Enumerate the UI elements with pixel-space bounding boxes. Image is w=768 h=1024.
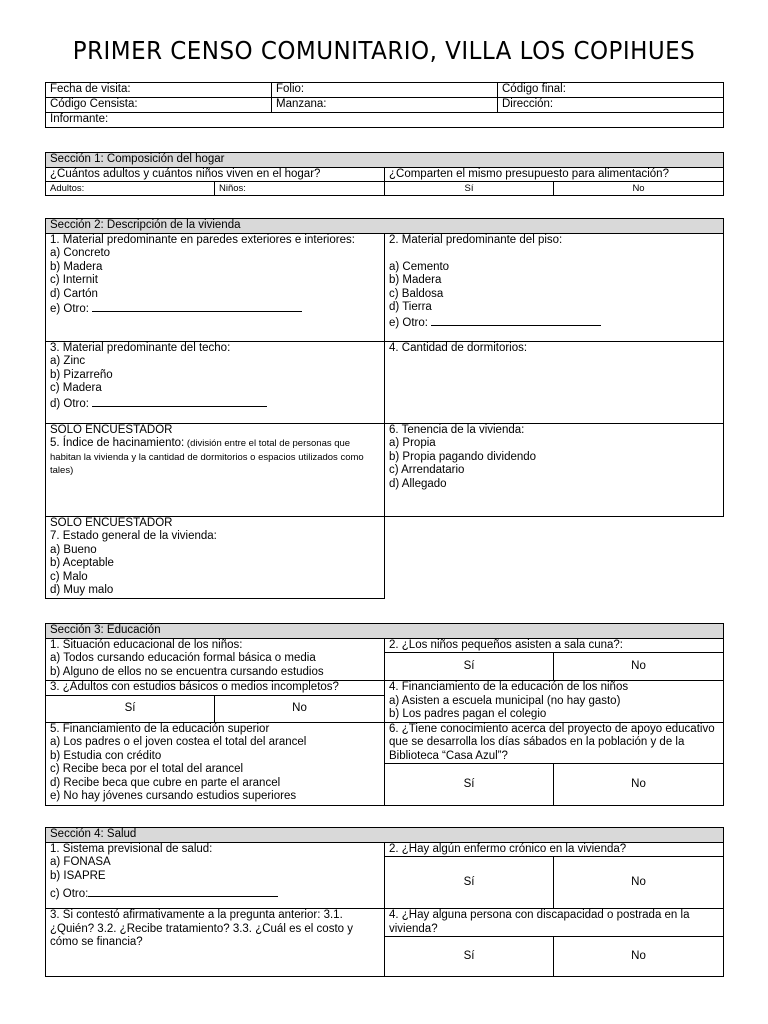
s3-q2-label: 2. ¿Los niños pequeños asisten a sala cuna?: <box>385 638 724 653</box>
s4-q1-cell <box>46 842 385 909</box>
section-4-title: Sección 4: Salud <box>46 828 724 843</box>
s2-q3-label: 3. Material predominante del techo: <box>50 341 231 354</box>
s3-q4-option-a[interactable]: a) Asisten a escuela municipal (no hay gasto) <box>389 694 621 707</box>
s2-q5-note: (división entre el total de personas que habitan la vivienda y la cantidad de dormitorios o espacios utilizados como tales) <box>50 438 364 476</box>
s2-q3-option-d[interactable]: d) Otro: <box>50 396 380 412</box>
s1-q2-yes[interactable]: Sí <box>385 182 554 196</box>
s2-q5-label: 5. Índice de hacinamiento: <box>50 437 185 449</box>
censista-code-field[interactable]: Código Censista: <box>46 98 272 113</box>
s3-q5-label: 5. Financiamiento de la educación superior <box>50 722 270 735</box>
s2-q5-cell[interactable] <box>46 423 385 516</box>
address-field[interactable]: Dirección: <box>498 98 724 113</box>
s2-q6-option-b[interactable]: b) Propia pagando dividendo <box>389 450 537 463</box>
s3-q1-option-a[interactable]: a) Todos cursando educación formal básica o media <box>50 652 316 664</box>
s3-q3-no[interactable]: No <box>215 695 385 722</box>
s2-q2-cell <box>385 233 724 341</box>
s4-q3-cell[interactable] <box>46 909 385 977</box>
s3-q6-no[interactable]: No <box>554 764 724 806</box>
s4-q3-label: 3. Si contestó afirmativamente a la pregunta anterior: 3.1. ¿Quién? 3.2. ¿Recibe tratamiento? 3.3. ¿Cuál es el costo y cómo se financia? <box>50 909 353 948</box>
s2-q1-label: 1. Material predominante en paredes exteriores e interiores: <box>50 233 355 246</box>
s3-q6-label: 6. ¿Tiene conocimiento acerca del proyecto de apoyo educativo que se desarrolla los días sábados en la población y de la Biblioteca “Casa Azul”? <box>385 722 724 764</box>
visit-date-field[interactable]: Fecha de visita: <box>46 83 272 98</box>
s4-q1-label: 1. Sistema previsional de salud: <box>50 842 213 855</box>
s4-q1-option-a[interactable]: a) FONASA <box>50 856 111 868</box>
informant-field[interactable]: Informante: <box>46 113 724 128</box>
final-code-field[interactable]: Código final: <box>498 83 724 98</box>
empty-cell <box>385 516 724 598</box>
s3-q3-label: 3. ¿Adultos con estudios básicos o medios incompletos? <box>46 681 385 696</box>
s4-q2-yes[interactable]: Sí <box>385 857 554 909</box>
s2-q1-option-b[interactable]: b) Madera <box>50 260 103 273</box>
adults-field[interactable]: Adultos: <box>46 182 215 196</box>
s2-q3-option-c[interactable]: c) Madera <box>50 382 102 394</box>
section-3-title: Sección 3: Educación <box>46 624 724 639</box>
s3-q1-cell <box>46 638 385 681</box>
s3-q4-option-b[interactable]: b) Los padres pagan el colegio <box>389 708 547 720</box>
s3-q5-option-b[interactable]: b) Estudia con crédito <box>50 749 162 762</box>
s3-q2-yes[interactable]: Sí <box>385 653 554 681</box>
s3-q4-cell <box>385 681 724 723</box>
s2-q1-option-e[interactable]: e) Otro: <box>50 301 380 317</box>
s2-q7-label: 7. Estado general de la vivienda: <box>50 530 217 542</box>
s2-q2-label: 2. Material predominante del piso: <box>389 233 563 246</box>
s2-q2-option-c[interactable]: c) Baldosa <box>389 287 444 300</box>
s4-q2-no[interactable]: No <box>554 857 724 909</box>
section-1-title: Sección 1: Composición del hogar <box>46 153 724 168</box>
s2-q3-option-b[interactable]: b) Pizarreño <box>50 368 113 381</box>
s2-q4-cell[interactable] <box>385 341 724 423</box>
s3-q3-yes[interactable]: Sí <box>46 695 215 722</box>
section-2-table <box>45 218 724 599</box>
s2-q2-option-e[interactable]: e) Otro: <box>389 315 719 331</box>
other-line[interactable] <box>88 886 278 897</box>
s3-q6-yes[interactable]: Sí <box>385 764 554 806</box>
s4-q1-option-c[interactable]: c) Otro: <box>50 886 380 902</box>
s2-q7-option-c[interactable]: c) Malo <box>50 570 88 583</box>
s2-q1-option-d[interactable]: d) Cartón <box>50 287 98 300</box>
s4-q4-yes[interactable]: Sí <box>385 937 554 977</box>
page-title: PRIMER CENSO COMUNITARIO, VILLA LOS COPIHUES <box>72 36 696 65</box>
s2-q6-option-a[interactable]: a) Propia <box>389 437 436 449</box>
s2-q7-option-b[interactable]: b) Aceptable <box>50 557 114 569</box>
s2-q2-option-d[interactable]: d) Tierra <box>389 301 432 313</box>
other-line[interactable] <box>92 396 267 407</box>
block-field[interactable]: Manzana: <box>272 98 498 113</box>
s3-q5-option-e[interactable]: e) No hay jóvenes cursando estudios superiores <box>50 790 297 802</box>
s2-q1-option-c[interactable]: c) Internit <box>50 274 98 286</box>
surveyor-only-label: SÓLO ENCUESTADOR <box>50 516 173 529</box>
s3-q5-cell <box>46 722 385 806</box>
s1-q1-label: ¿Cuántos adultos y cuántos niños viven en el hogar? <box>46 167 385 182</box>
s2-q7-option-d[interactable]: d) Muy malo <box>50 584 114 596</box>
s3-q5-option-a[interactable]: a) Los padres o el joven costea el total del arancel <box>50 736 307 748</box>
s2-q6-option-c[interactable]: c) Arrendatario <box>389 464 465 476</box>
s1-q2-no[interactable]: No <box>554 182 724 196</box>
surveyor-only-label: SÓLO ENCUESTADOR <box>50 423 173 436</box>
s2-q3-option-a[interactable]: a) Zinc <box>50 355 86 367</box>
s3-q4-label: 4. Financiamiento de la educación de los niños <box>389 681 629 693</box>
s4-q4-label: 4. ¿Hay alguna persona con discapacidad o postrada en la vivienda? <box>385 909 724 937</box>
section-4-table <box>45 827 724 977</box>
s2-q3-cell <box>46 341 385 423</box>
s2-q6-option-d[interactable]: d) Allegado <box>389 477 447 490</box>
s3-q1-option-b[interactable]: b) Alguno de ellos no se encuentra cursando estudios <box>50 665 324 678</box>
s2-q7-cell <box>46 516 385 598</box>
s1-q2-label: ¿Comparten el mismo presupuesto para alimentación? <box>385 167 724 182</box>
s3-q5-option-d[interactable]: d) Recibe beca que cubre en parte el arancel <box>50 776 281 789</box>
other-line[interactable] <box>431 315 601 326</box>
s2-q2-option-b[interactable]: b) Madera <box>389 274 442 286</box>
section-3-table <box>45 623 724 806</box>
other-line[interactable] <box>92 301 302 312</box>
section-2-title: Sección 2: Descripción de la vivienda <box>46 219 724 234</box>
folio-field[interactable]: Folio: <box>272 83 498 98</box>
s3-q5-option-c[interactable]: c) Recibe beca por el total del arancel <box>50 763 244 775</box>
s4-q1-option-b[interactable]: b) ISAPRE <box>50 869 106 882</box>
header-table <box>45 82 724 128</box>
s2-q7-option-a[interactable]: a) Bueno <box>50 543 97 556</box>
children-field[interactable]: Niños: <box>215 182 385 196</box>
s3-q1-label: 1. Situación educacional de los niños: <box>50 638 243 651</box>
s3-q2-no[interactable]: No <box>554 653 724 681</box>
s2-q6-label: 6. Tenencia de la vivienda: <box>389 423 525 436</box>
s2-q6-cell <box>385 423 724 516</box>
s4-q2-label: 2. ¿Hay algún enfermo crónico en la vivienda? <box>385 842 724 857</box>
section-1-table <box>45 152 724 196</box>
s2-q1-cell <box>46 233 385 341</box>
s2-q1-option-a[interactable]: a) Concreto <box>50 247 111 259</box>
s4-q4-no[interactable]: No <box>554 937 724 977</box>
s2-q4-label: 4. Cantidad de dormitorios: <box>389 341 528 354</box>
s2-q2-option-a[interactable]: a) Cemento <box>389 260 450 273</box>
